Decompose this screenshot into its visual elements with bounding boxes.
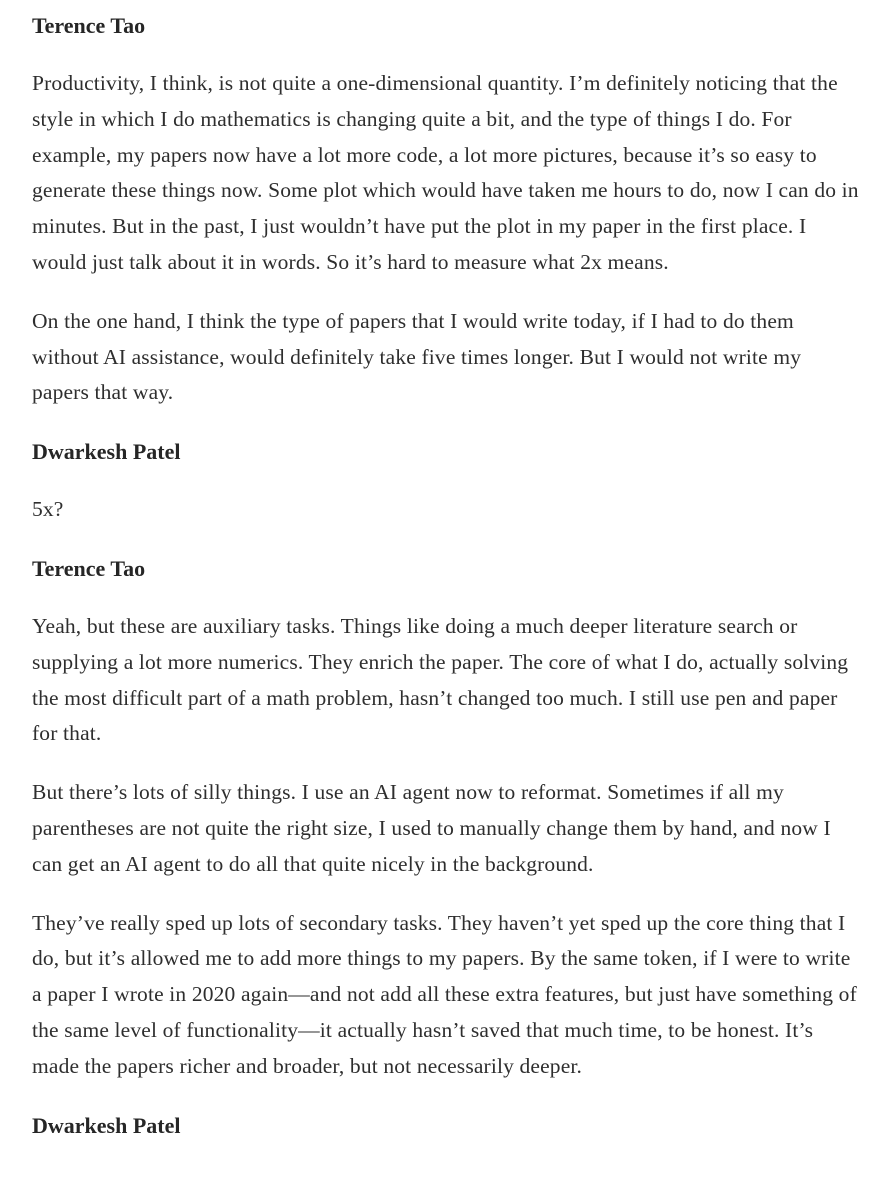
transcript-paragraph: 5x? <box>32 497 64 522</box>
transcript-paragraph: Yeah, but these are auxiliary tasks. Things like doing a much deeper literature search or supplying a lot more numerics. They enrich the paper. The core of what I do, actually solving the most difficult part of a math problem, hasn’t changed too much. I still use pen and paper for that. <box>32 613 849 746</box>
transcript <box>32 0 862 1144</box>
speaker-name: Dwarkesh Patel <box>32 1112 181 1138</box>
speaker-name: Terence Tao <box>32 13 146 38</box>
transcript-paragraph: Productivity, I think, is not quite a one-dimensional quantity. I’m definitely noticing that the style in which I do mathematics is changing quite a bit, and the type of things I do. For example, my papers now have a lot more code, a lot more pictures, because it’s so easy to generate these things now. Some plot which would have taken me hours to do, now I can do in minutes. But in the past, I just wouldn’t have put the plot in my paper in the first place. I would just talk about it in words. So it’s hard to measure what 2x means. <box>32 71 859 274</box>
transcript-paragraph: But there’s lots of silly things. I use an AI agent now to reformat. Sometimes if all my parentheses are not quite the right size, I used to manually change them by hand, and now I can get an AI agent to do all that quite nicely in the background. <box>32 780 831 876</box>
speaker-name: Dwarkesh Patel <box>32 439 181 465</box>
transcript-paragraph: They’ve really sped up lots of secondary tasks. They haven’t yet sped up the core thing that I do, but it’s allowed me to add more things to my papers. By the same token, if I were to write a paper I wrote in 2020 again—and not add all these extra features, but just have something of the same level of functionality—it actually hasn’t saved that much time, to be honest. It’s made the papers richer and broader, but not necessarily deeper. <box>32 910 857 1078</box>
speaker-name: Terence Tao <box>32 555 146 581</box>
transcript-paragraph: On the one hand, I think the type of papers that I would write today, if I had to do them without AI assistance, would definitely take five times longer. But I would not write my papers that way. <box>32 308 802 405</box>
